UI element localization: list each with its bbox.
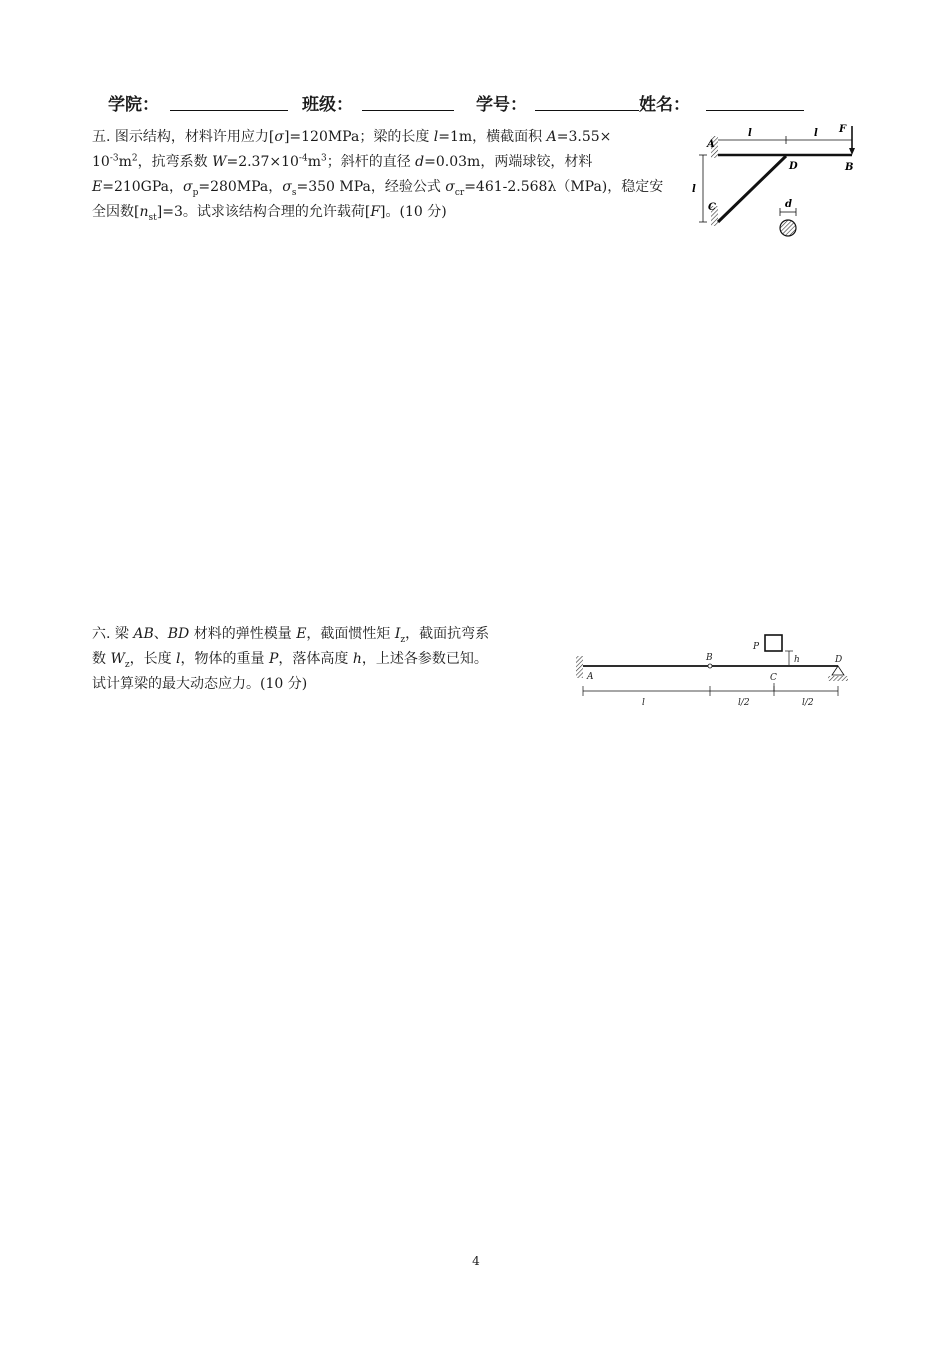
- label-l-top1: l: [748, 128, 752, 139]
- q5-t: ]=120MPa；梁的长度: [283, 129, 434, 145]
- college-blank[interactable]: [170, 110, 288, 111]
- q6-W: W: [110, 651, 125, 667]
- label-l-left: l: [692, 184, 696, 195]
- q5-line-1: [92, 125, 663, 150]
- label-l-top2: l: [814, 128, 818, 139]
- label-A: A: [587, 672, 594, 682]
- q6-text: [92, 622, 489, 697]
- q6-t: 六. 梁: [92, 626, 134, 642]
- q5-t: 全因数[: [92, 204, 140, 220]
- id-label: 学号：: [476, 95, 527, 115]
- q6-line-1: [92, 622, 489, 647]
- q5-line-4: [92, 200, 663, 225]
- name-label: 姓名：: [639, 95, 690, 115]
- q5-d: d: [415, 154, 425, 170]
- q5-structure-figure: [686, 118, 862, 242]
- q5-t: ，抗弯系数: [137, 154, 213, 170]
- q5-sigma-s: σ: [282, 179, 292, 195]
- support-D: [832, 666, 844, 675]
- q5-n: n: [139, 204, 149, 220]
- strut-cross-section: [780, 220, 796, 236]
- q5-t: =350 MPa，经验公式: [296, 179, 446, 195]
- q6-t: ，截面抗弯系: [405, 626, 490, 642]
- q5-t: =461-2.568λ（MPa)，稳定安: [464, 179, 664, 195]
- q6-sub: z: [124, 659, 130, 670]
- dim-label-half1: l/2: [738, 698, 750, 708]
- q5-t: 五. 图示结构，材料许用应力[: [92, 129, 275, 145]
- q5-F: F: [370, 204, 381, 220]
- q5-t: m: [307, 154, 321, 170]
- q6-h: h: [352, 651, 362, 667]
- q5-sub: p: [192, 187, 199, 198]
- q6-t: 材料的弹性模量: [189, 626, 297, 642]
- name-blank[interactable]: [706, 110, 804, 111]
- q5-t: m: [118, 154, 132, 170]
- q5-sub: s: [291, 187, 297, 198]
- label-C: C: [770, 673, 777, 683]
- q5-sup: 2: [131, 153, 138, 164]
- class-blank[interactable]: [362, 110, 454, 111]
- q5-line-3: [92, 175, 663, 200]
- q6-AB: AB: [133, 626, 154, 642]
- label-D: D: [835, 655, 843, 665]
- label-C: C: [708, 202, 716, 213]
- page-number: 4: [472, 1254, 480, 1268]
- q5-sigma-cr: σ: [445, 179, 455, 195]
- label-B: B: [706, 653, 713, 663]
- dim-label-half2: l/2: [802, 698, 814, 708]
- label-D: D: [789, 161, 798, 172]
- q6-t: ，落体高度: [278, 651, 353, 667]
- q5-l: l: [433, 129, 439, 145]
- q5-t: =280MPa，: [198, 179, 283, 195]
- q6-beam-figure: [572, 628, 854, 712]
- q6-t: 、: [153, 626, 168, 642]
- q5-sup: -3: [109, 153, 119, 164]
- college-label: 学院：: [108, 95, 159, 115]
- q5-sub: st: [148, 212, 157, 223]
- strut-CD: [718, 156, 786, 222]
- q5-sup: -4: [298, 153, 308, 164]
- label-h: h: [794, 655, 800, 665]
- q5-t: ]。(10 分): [380, 204, 447, 220]
- q5-sigma: σ: [274, 129, 284, 145]
- q5-sigma-p: σ: [183, 179, 193, 195]
- label-A: A: [707, 139, 715, 150]
- q6-l: l: [176, 651, 181, 667]
- id-blank[interactable]: [535, 110, 639, 111]
- q5-t: =1m，横截面积: [438, 129, 547, 145]
- support-D-ground: [828, 676, 848, 681]
- label-B: B: [845, 162, 854, 173]
- q5-t: ；斜杆的直径: [326, 154, 416, 170]
- label-P: P: [753, 642, 760, 652]
- q6-t: ，物体的重量: [180, 651, 269, 667]
- q5-text: [92, 125, 663, 225]
- q5-A: A: [546, 129, 557, 145]
- q5-E: E: [92, 179, 103, 195]
- q6-line-2: [92, 647, 489, 672]
- q6-t: ，上述各参数已知。: [361, 651, 488, 667]
- hinge-B: [708, 664, 712, 668]
- q5-t: =3.55×: [556, 129, 612, 145]
- q6-BD: BD: [167, 626, 190, 642]
- q5-t: ]=3。试求该结构合理的允许载荷[: [156, 204, 371, 220]
- q6-t: ，长度: [129, 651, 177, 667]
- q6-sub: z: [400, 634, 406, 645]
- fixed-support-A: [576, 656, 583, 678]
- class-label: 班级：: [302, 95, 353, 115]
- q6-t: ，截面惯性矩: [306, 626, 395, 642]
- q5-line-2: [92, 150, 663, 175]
- dim-label-l: l: [642, 698, 645, 708]
- q5-sub: cr: [454, 187, 465, 198]
- label-d: d: [785, 199, 792, 210]
- q6-line-3: 试计算梁的最大动态应力。(10 分): [92, 676, 308, 692]
- q6-P: P: [268, 651, 279, 667]
- q6-E: E: [296, 626, 307, 642]
- q5-W: W: [212, 154, 227, 170]
- falling-weight-P: [765, 635, 782, 651]
- q5-t: =2.37×10: [226, 154, 299, 170]
- q6-t: 数: [92, 651, 111, 667]
- q5-t: 10: [92, 154, 110, 170]
- label-F: F: [839, 124, 847, 135]
- q5-sup: 3: [320, 153, 327, 164]
- q5-t: =210GPa，: [102, 179, 184, 195]
- q5-t: =0.03m，两端球铰，材料: [424, 154, 593, 170]
- q6-I: I: [394, 626, 401, 642]
